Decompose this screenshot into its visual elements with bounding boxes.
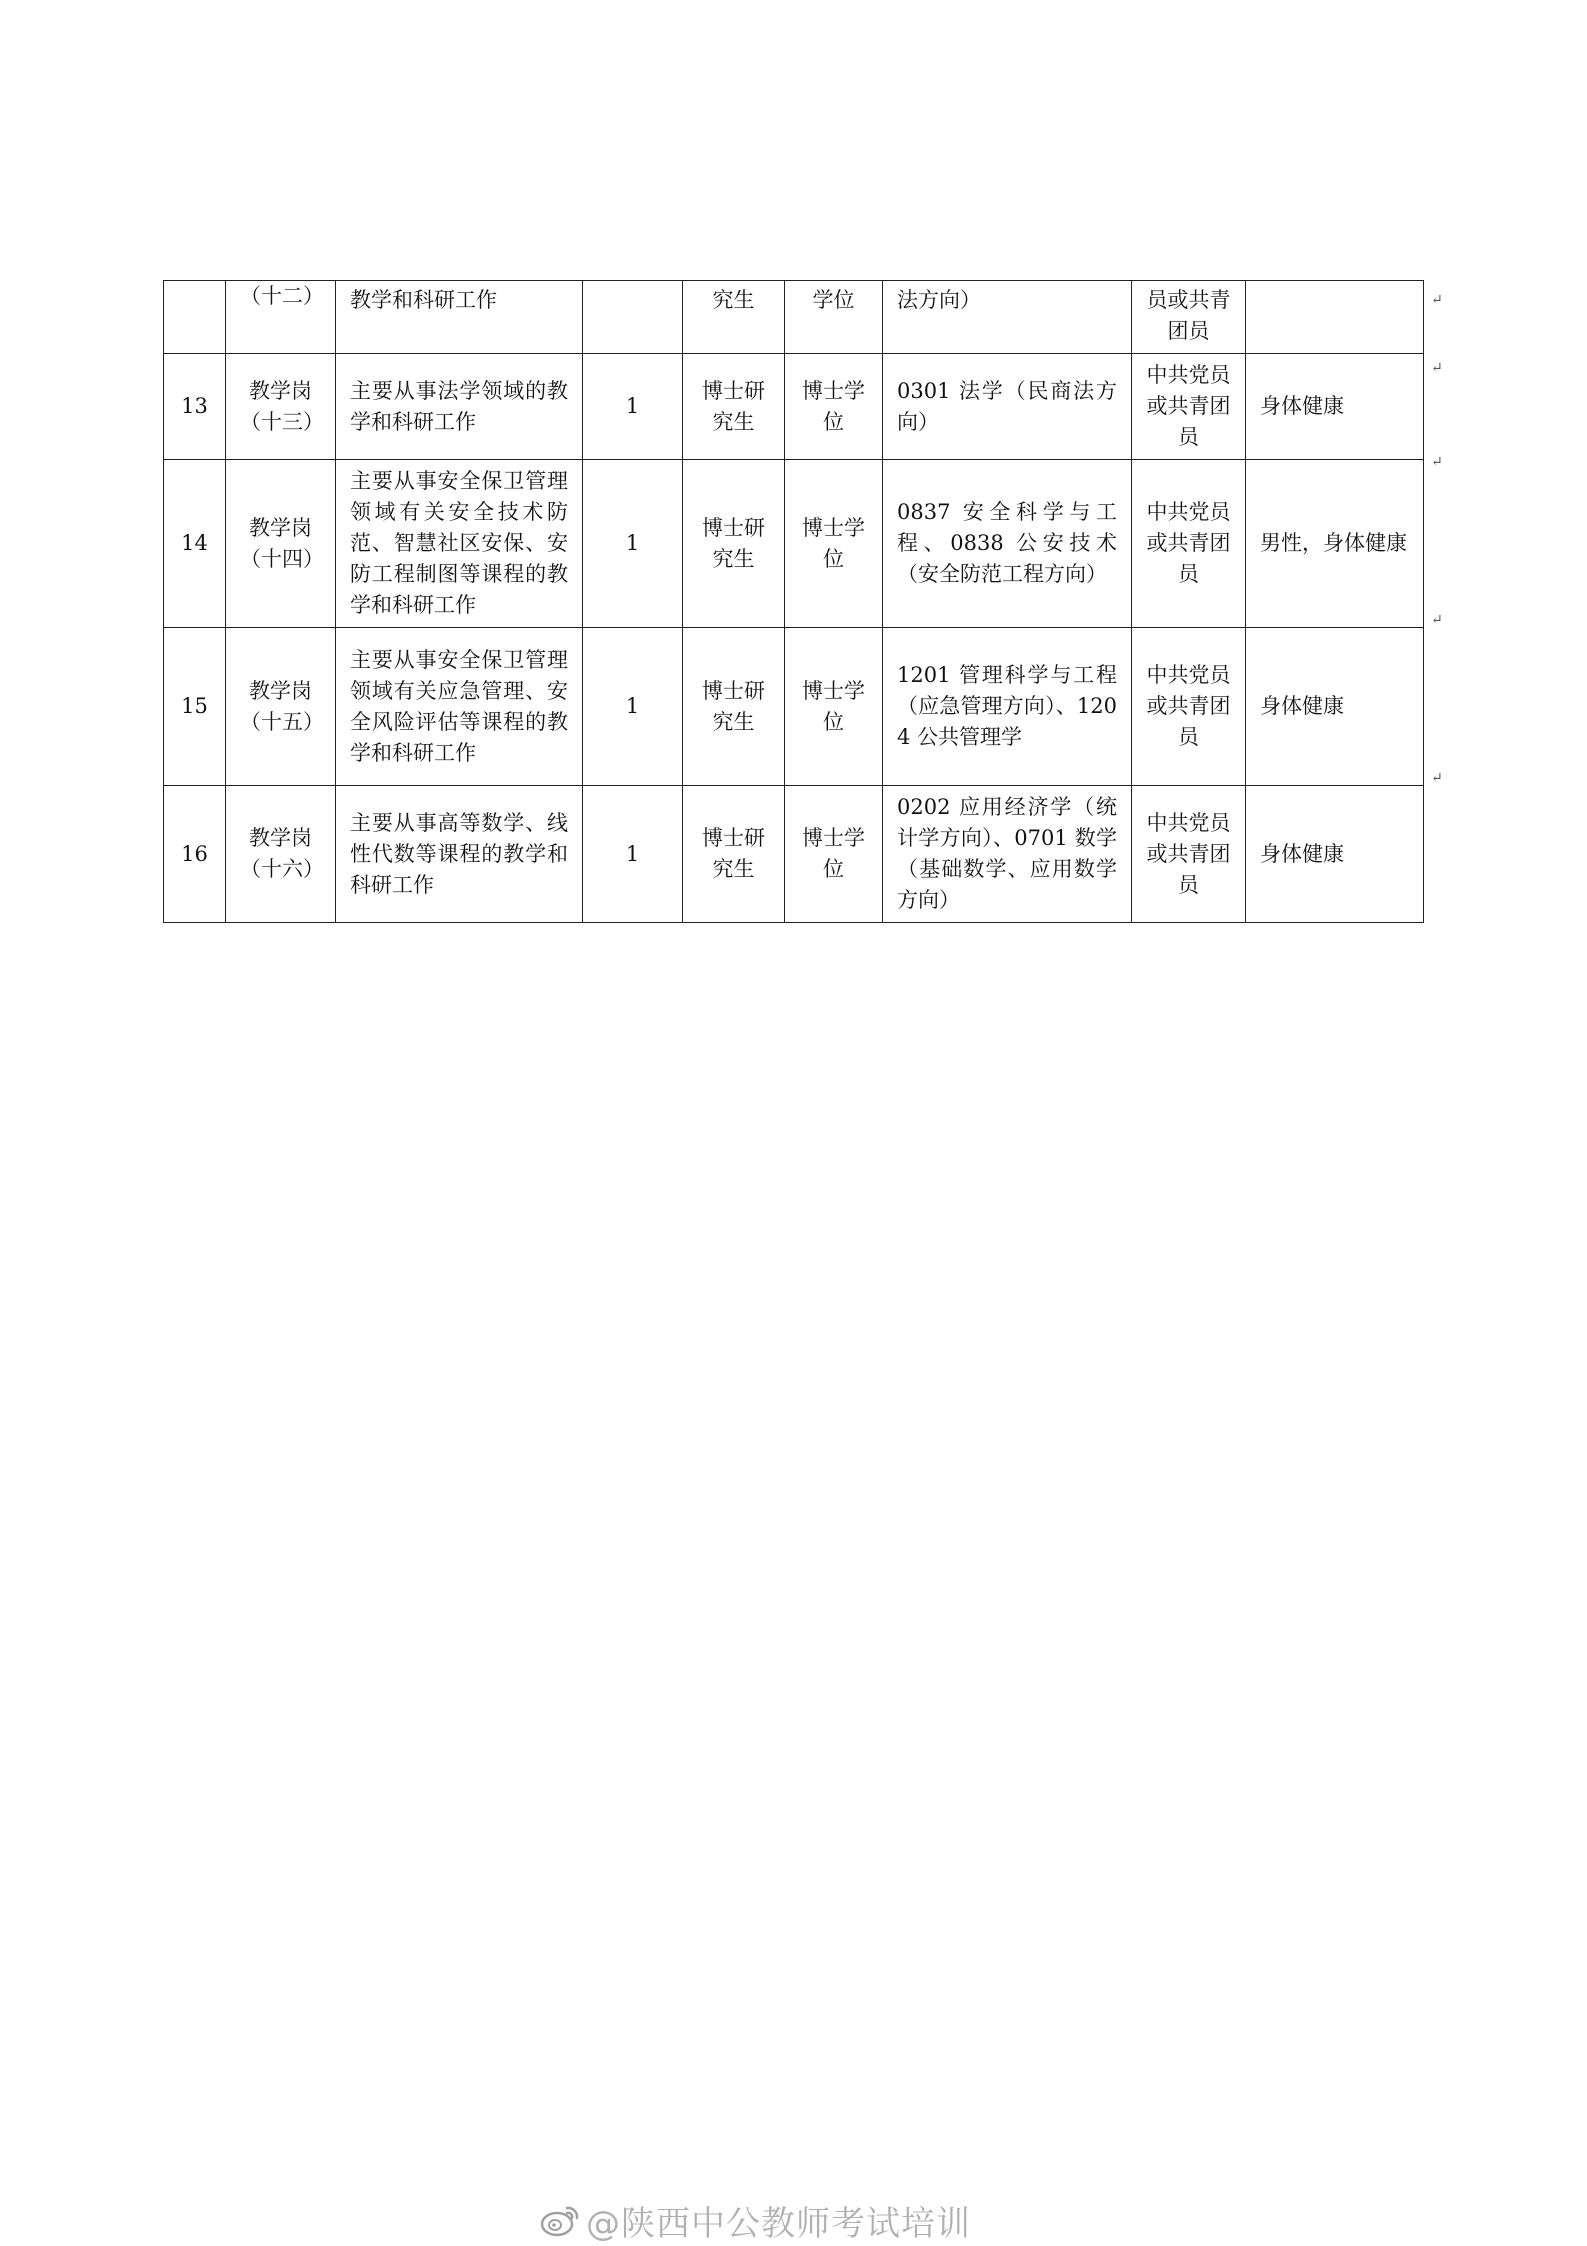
table-row bbox=[164, 628, 1424, 786]
cell-duty: 主要从事高等数学、线性代数等课程的教学和科研工作 bbox=[336, 786, 583, 923]
cell-other: 身体健康 bbox=[1246, 628, 1424, 786]
cell-major: 0301 法学（民商法方向） bbox=[883, 354, 1132, 460]
recruitment-table bbox=[163, 280, 1424, 923]
cell-edu: 博士研究生 bbox=[683, 628, 785, 786]
cell-edu: 博士研究生 bbox=[683, 460, 785, 628]
cell-degree: 博士学位 bbox=[785, 354, 883, 460]
cell-political: 中共党员或共青团员 bbox=[1132, 628, 1246, 786]
row-end-marker: ↵ bbox=[1431, 770, 1443, 786]
cell-num: 1 bbox=[583, 460, 683, 628]
cell-other: 身体健康 bbox=[1246, 786, 1424, 923]
cell-duty: 主要从事法学领域的教学和科研工作 bbox=[336, 354, 583, 460]
cell-no: 14 bbox=[164, 460, 226, 628]
watermark bbox=[540, 2198, 971, 2242]
cell-other: 男性，身体健康 bbox=[1246, 460, 1424, 628]
cell-major: 法方向） bbox=[883, 281, 1132, 354]
cell-num: 1 bbox=[583, 354, 683, 460]
cell-other bbox=[1246, 281, 1424, 354]
cell-num bbox=[583, 281, 683, 354]
row-end-marker: ↵ bbox=[1431, 612, 1443, 628]
cell-degree: 学位 bbox=[785, 281, 883, 354]
cell-political: 员或共青团员 bbox=[1132, 281, 1246, 354]
cell-degree: 博士学位 bbox=[785, 460, 883, 628]
cell-num: 1 bbox=[583, 786, 683, 923]
cell-major: 0837 安全科学与工程、0838 公安技术（安全防范工程方向） bbox=[883, 460, 1132, 628]
cell-other: 身体健康 bbox=[1246, 354, 1424, 460]
cell-duty: 主要从事安全保卫管理领域有关安全技术防范、智慧社区安保、安防工程制图等课程的教学和科研工作 bbox=[336, 460, 583, 628]
cell-major: 1201 管理科学与工程（应急管理方向）、1204 公共管理学 bbox=[883, 628, 1132, 786]
cell-major: 0202 应用经济学（统计学方向）、0701 数学（基础数学、应用数学方向） bbox=[883, 786, 1132, 923]
table-row bbox=[164, 460, 1424, 628]
row-end-marker: ↵ bbox=[1431, 360, 1443, 376]
cell-post: 教学岗（十五） bbox=[226, 628, 336, 786]
row-end-marker: ↵ bbox=[1431, 454, 1443, 470]
cell-edu: 博士研究生 bbox=[683, 354, 785, 460]
cell-post: 教学岗（十六） bbox=[226, 786, 336, 923]
recruitment-table-wrapper bbox=[163, 280, 1443, 923]
cell-edu: 博士研究生 bbox=[683, 786, 785, 923]
cell-post: 教学岗（十三） bbox=[226, 354, 336, 460]
cell-degree: 博士学位 bbox=[785, 786, 883, 923]
cell-post: （十二） bbox=[226, 281, 336, 354]
table-row bbox=[164, 354, 1424, 460]
cell-no: 16 bbox=[164, 786, 226, 923]
cell-no: 13 bbox=[164, 354, 226, 460]
cell-no: 15 bbox=[164, 628, 226, 786]
cell-edu: 究生 bbox=[683, 281, 785, 354]
cell-degree: 博士学位 bbox=[785, 628, 883, 786]
table-row bbox=[164, 281, 1424, 354]
cell-political: 中共党员或共青团员 bbox=[1132, 460, 1246, 628]
cell-political: 中共党员或共青团员 bbox=[1132, 786, 1246, 923]
cell-post: 教学岗（十四） bbox=[226, 460, 336, 628]
cell-duty: 教学和科研工作 bbox=[336, 281, 583, 354]
row-end-marker: ↵ bbox=[1431, 292, 1443, 308]
cell-num: 1 bbox=[583, 628, 683, 786]
cell-duty: 主要从事安全保卫管理领域有关应急管理、安全风险评估等课程的教学和科研工作 bbox=[336, 628, 583, 786]
cell-political: 中共党员或共青团员 bbox=[1132, 354, 1246, 460]
cell-no bbox=[164, 281, 226, 354]
table-row bbox=[164, 786, 1424, 923]
watermark-text: @陕西中公教师考试培训 bbox=[586, 2203, 971, 2244]
weibo-icon bbox=[540, 2203, 580, 2237]
